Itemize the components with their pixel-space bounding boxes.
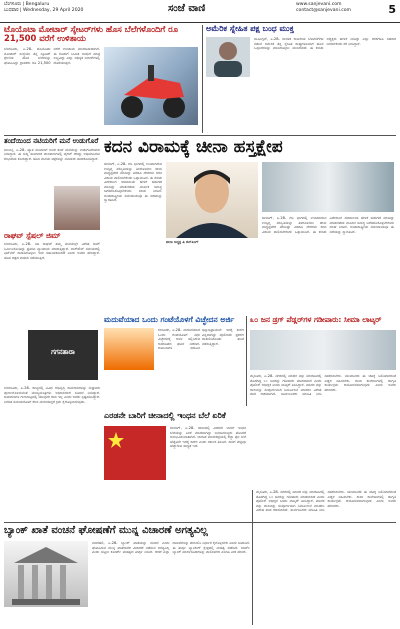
masthead-email[interactable]: contact@sanjevani.com — [296, 8, 351, 13]
masthead-date: ಬುಧವಾರ | Wednesday, 29 April 2020 — [4, 8, 84, 13]
scooter-icon — [104, 47, 198, 125]
lead-photo — [166, 162, 258, 238]
body-marriage: ಕಲಬುರಗಿ, ಏ.28- ಮದುವೆಯಾದ ಒಂದು ಗಂಟೆಯೊಳಗೆ ವಧು ವಿಚ್ಛೇದನಕ್ಕೆ ಅರ್ಜಿ ಸಲ್ಲಿಸಿರುವ ಅಪರೂಪದ ಘಟನೆ ನಡೆದಿದೆ. ಕುಟುಂಬಗಳ ನಡುವಿನ ಭಿನ್ನಾಭಿಪ್ರಾಯವೇ ಇದಕ್ಕೆ ಕಾರಣ ಎನ್ನಲಾಗಿದ್ದು ಪೊಲೀಸರು ಪ್ರಕರಣ ದಾಖಲಿಸಿಕೊಂಡು ತನಿಖೆ ನಡೆಸುತ್ತಿದ್ದಾರೆ. — [158, 328, 244, 350]
story-gift — [4, 138, 100, 230]
body-raghav: ಬೆಂಗಳೂರು, ಏ.28- ನಟ ರಾಘವ್ ತಮ್ಮ ಮನೆಯಲ್ಲೇ ವಿಶೇಷ ಜಿಮ್ ನಿರ್ಮಿಸಿಕೊಂಡಿದ್ದು ಪ್ರತಿದಿನ ವ್ಯಾಯಾಮ ಮಾಡುತ್ತಿದ್ದಾರೆ. ಲಾಕ್‌ಡೌನ್ ಸಮಯದಲ್ಲಿ ಫಿಟ್‌ನೆಸ್ ಕಾಪಾಡಿಕೊಳ್ಳಲು ಇದು ಸಹಾಯಕವಾಗಿದೆ ಎಂದು ಅವರು ಹೇಳಿದ್ದಾರೆ. ಹೊಸ ಚಿತ್ರದ ತಯಾರಿ ನಡೆಯುತ್ತಿದೆ. — [4, 242, 100, 260]
body-alliance: ವಾಷಿಂಗ್ಟನ್, ಏ.28- ಜಾಗತಿಕ ರಾಜಕೀಯ ಬೆಳವಣಿಗೆಗಳ ನಡುವೆ ಅಮೆರಿಕ ತನ್ನ ಸ್ನೇಹಿತ ರಾಷ್ಟ್ರಗಳೊಂದಿಗೆ ಹೊಸ ಒಪ್ಪಂದಗಳನ್ನು ಮಾಡಿಕೊಳ್ಳಲು ಮುಂದಾಗಿದೆ. ಈ ಕುರಿತು ಅಧ್ಯಕ್ಷರು ಹೇಳಿಕೆ ನೀಡಿದ್ದು ಎಲ್ಲಾ ದೇಶಗಳೂ ಸಹಕಾರ ನೀಡಬೇಕೆಂದು ಕರೆ ನೀಡಿದ್ದಾರೆ. — [254, 37, 396, 50]
body-china-fuel: ಬೀಜಿಂಗ್, ಏ.28- ಚೀನಾದಲ್ಲಿ ಎರಡನೇ ಬಾರಿಗೆ ಇಂಧನ ಬೆಲೆಯನ್ನು ಏರಿಕೆ ಮಾಡಲಾಗಿದ್ದು ಜನಸಾಮಾನ್ಯರು ತೊಂದರೆ ಅನುಭವಿಸುವಂತಾಗಿದೆ. ಜಾಗತಿಕ ಮಾರುಕಟ್ಟೆಯಲ್ಲಿ ಕಚ್ಚಾ ತೈಲ ಬೆಲೆ ಹೆಚ್ಚಳವೇ ಇದಕ್ಕೆ ಕಾರಣ ಎಂದು ಸರ್ಕಾರ ತಿಳಿಸಿದೆ. ಸಾರಿಗೆ ವೆಚ್ಚವೂ ಹೆಚ್ಚಾಗುವ ಸಾಧ್ಯತೆ ಇದೆ. — [170, 426, 246, 448]
divider — [4, 135, 396, 136]
poster-photo — [28, 330, 98, 380]
poster-text: ಗಗನತಾರಾ — [51, 348, 75, 356]
story-alliance — [206, 25, 396, 133]
body-deaths: ಮೈಸೂರು, ಏ.28- ನಗರದಲ್ಲಿ ಮಾದಕ ವಸ್ತು ಮಾರಾಟದಲ್ಲಿ ತೊಡಗಿದ್ದ ೩೦ ಜನರನ್ನು ಗಡೀಪಾರು ಮಾಡಲಾಗಿದೆ ಎಂದು ಪೊಲೀಸ್ ಅಧೀಕ್ಷಕಿ ಸೀಮಾ ಲಾಟ್ಕರ್ ತಿಳಿಸಿದ್ದಾರೆ. ಮಾದಕ ವಸ್ತು ಜಾಲವನ್ನು ಸಂಪೂರ್ಣವಾಗಿ ನಿರ್ಮೂಲನೆ ಮಾಡಲು ವಿಶೇಷ ತಂಡ ರಚಿಸಲಾಗಿದೆ. ಸಾರ್ವಜನಿಕರು ಮಾಹಿತಿ ನೀಡಿ ಸಹಕರಿಸಬೇಕು. ಯುವಜನರು ಈ ಚಟಕ್ಕೆ ಬಲಿಯಾಗದಂತೆ ಎಚ್ಚರ ವಹಿಸಬೇಕು. ಶಾಲಾ ಕಾಲೇಜುಗಳಲ್ಲಿ ಜಾಗೃತಿ ಕಾರ್ಯಕ್ರಮ ಆಯೋಜಿಸಲಾಗುವುದು ಎಂದು ಅವರು ಹೇಳಿದರು. — [250, 374, 396, 396]
person-icon — [206, 37, 250, 77]
kicker-gift: ತಂದೆಯಿಂದ ನಟಿಯರಿಗೆ ಮನೆ ಉಡುಗೊರೆ — [4, 138, 99, 145]
masthead-left — [4, 2, 83, 14]
story-marriage — [104, 316, 244, 412]
body-lead: ಬೀಜಿಂಗ್, ಏ.28- ಗಡಿ ಭಾಗದಲ್ಲಿ ಉಂಟಾಗಿರುವ ಉದ್ವಿಗ್ನ ಪರಿಸ್ಥಿತಿಯನ್ನು ತಿಳಿಗೊಳಿಸಲು ಚೀನಾ ಮಧ್ಯಪ್ರವೇಶ ಮಾಡಿದ್ದು ಎರಡೂ ದೇಶಗಳು ಕದನ ವಿರಾಮ ಪಾಲಿಸಬೇಕೆಂದು ಒತ್ತಾಯಿಸಿದೆ. ಈ ಕುರಿತು ವಿದೇಶಾಂಗ ಸಚಿವಾಲಯ ಹೇಳಿಕೆ ಬಿಡುಗಡೆ ಮಾಡಿದ್ದು ಮಾತುಕತೆಯ ಮೂಲಕ ಸಮಸ್ಯೆ ಬಗೆಹರಿಸಿಕೊಳ್ಳಬೇಕೆಂದು ಸಲಹೆ ನೀಡಿದೆ. ಅಂತಾರಾಷ್ಟ್ರೀಯ ಸಮುದಾಯವೂ ಈ ನಡೆಯನ್ನು ಸ್ವಾಗತಿಸಿದೆ. — [104, 162, 162, 202]
masthead-title: ಸಂಜೆ ವಾಣಿ — [168, 3, 206, 14]
headline-alliance: ಅಮೆರಿಕ ಸ್ನೇಹಿತ ಪಕ್ಷ ಬಂಧ ಮುಕ್ತ — [206, 25, 294, 33]
body-toyota: ಬೆಂಗಳೂರು, ಏ.28- ಟೊಯೊಟಾ ಮೋಟಾರ್ ಸಂಸ್ಥೆಯು ತನ್ನ ಸ್ಕೂಟರ್ ಶ್ರೇಣಿಯ ಹೊಸ ಬೆಲೆಗಳನ್ನು ಘೋಷಿಸಿದ್ದು ಗ್ರಾಹಕರು ರೂ 21,500 ವರೆಗೆ ಉಳಿತಾಯ ಮಾಡಬಹುದಾಗಿದೆ. ಈ ಕೊಡುಗೆ ಸೀಮಿತ ಅವಧಿಗೆ ಮಾತ್ರ ಲಭ್ಯವಿದ್ದು ಎಲ್ಲಾ ಅಧಿಕೃತ ಡೀಲರ್‌ಗಳಲ್ಲಿ ದೊರೆಯುತ್ತದೆ. — [4, 47, 100, 65]
body-lead-right: ಬೀಜಿಂಗ್, ಏ.28- ಗಡಿ ಭಾಗದಲ್ಲಿ ಉಂಟಾಗಿರುವ ಉದ್ವಿಗ್ನ ಪರಿಸ್ಥಿತಿಯನ್ನು ತಿಳಿಗೊಳಿಸಲು ಚೀನಾ ಮಧ್ಯಪ್ರವೇಶ ಮಾಡಿದ್ದು ಎರಡೂ ದೇಶಗಳು ಕದನ ವಿರಾಮ ಪಾಲಿಸಬೇಕೆಂದು ಒತ್ತಾಯಿಸಿದೆ. ಈ ಕುರಿತು ವಿದೇಶಾಂಗ ಸಚಿವಾಲಯ ಹೇಳಿಕೆ ಬಿಡುಗಡೆ ಮಾಡಿದ್ದು ಮಾತುಕತೆಯ ಮೂಲಕ ಸಮಸ್ಯೆ ಬಗೆಹರಿಸಿಕೊಳ್ಳಬೇಕೆಂದು ಸಲಹೆ ನೀಡಿದೆ. ಅಂತಾರಾಷ್ಟ್ರೀಯ ಸಮುದಾಯವೂ ಈ ನಡೆಯನ್ನು ಸ್ವಾಗತಿಸಿದೆ. — [262, 216, 394, 234]
china-flag-photo — [104, 426, 166, 480]
masthead — [0, 0, 400, 23]
body-bank: ನವದೆಹಲಿ, ಏ.28- ಬ್ಯಾಂಕ್ ಖಾತೆಯನ್ನು ವಂಚನೆ ಎಂದು ಘೋಷಿಸುವ ಮುನ್ನ ಖಾತೆದಾರರ ವಿಚಾರಣೆ ನಡೆಸುವ ಅಗತ್ಯವಿಲ್ಲ ಎಂದು ಸುಪ್ರೀಂ ಕೋರ್ಟ್ ಮಹತ್ವದ ತೀರ್ಪು ನೀಡಿದೆ. ಆದರೆ ಎಲ್ಲಾ ದಾಖಲೆಗಳನ್ನು ಪರಿಶೀಲಿಸಿ ನಿರ್ಧಾರ ಕೈಗೊಳ್ಳಬೇಕು ಎಂದು ಸೂಚಿಸಿದೆ. ಈ ತೀರ್ಪು ಬ್ಯಾಂಕಿಂಗ್ ಕ್ಷೇತ್ರದಲ್ಲಿ ಮಹತ್ವ ಪಡೆದಿದೆ. ರಿಸರ್ವ್ ಬ್ಯಾಂಕ್ ಮಾರ್ಗಸೂಚಿಗಳನ್ನು ಪಾಲಿಸಬೇಕು ಎಂದೂ ಪೀಠ ಹೇಳಿದೆ. — [92, 541, 250, 554]
body-lower-right: ಮೈಸೂರು, ಏ.28- ನಗರದಲ್ಲಿ ಮಾದಕ ವಸ್ತು ಮಾರಾಟದಲ್ಲಿ ತೊಡಗಿದ್ದ ೩೦ ಜನರನ್ನು ಗಡೀಪಾರು ಮಾಡಲಾಗಿದೆ ಎಂದು ಪೊಲೀಸ್ ಅಧೀಕ್ಷಕಿ ಸೀಮಾ ಲಾಟ್ಕರ್ ತಿಳಿಸಿದ್ದಾರೆ. ಮಾದಕ ವಸ್ತು ಜಾಲವನ್ನು ಸಂಪೂರ್ಣವಾಗಿ ನಿರ್ಮೂಲನೆ ಮಾಡಲು ವಿಶೇಷ ತಂಡ ರಚಿಸಲಾಗಿದೆ. ಸಾರ್ವಜನಿಕರು ಮಾಹಿತಿ ನೀಡಿ ಸಹಕರಿಸಬೇಕು. ಯುವಜನರು ಈ ಚಟಕ್ಕೆ ಬಲಿಯಾಗದಂತೆ ಎಚ್ಚರ ವಹಿಸಬೇಕು. ಶಾಲಾ ಕಾಲೇಜುಗಳಲ್ಲಿ ಜಾಗೃತಿ ಕಾರ್ಯಕ್ರಮ ಆಯೋಜಿಸಲಾಗುವುದು ಎಂದು ಅವರು ಹೇಳಿದರು. — [256, 490, 396, 512]
body-lower-left: ಬೆಂಗಳೂರು, ಏ.28- ರಾಜ್ಯದಲ್ಲಿ ವಿವಿಧ ಅಭಿವೃದ್ಧಿ ಕಾಮಗಾರಿಗಳನ್ನು ಶೀಘ್ರವಾಗಿ ಪೂರ್ಣಗೊಳಿಸುವಂತೆ ಮುಖ್ಯಮಂತ್ರಿಗಳು ಅಧಿಕಾರಿಗಳಿಗೆ ಸೂಚನೆ ನೀಡಿದ್ದಾರೆ. ಕಾಮಗಾರಿಗಳ ಗುಣಮಟ್ಟದಲ್ಲಿ ಯಾವುದೇ ರಾಜಿ ಇಲ್ಲ ಎಂದು ಅವರು ಸ್ಪಷ್ಟಪಡಿಸಿದ್ದಾರೆ. ನಿಗದಿತ ಸಮಯದೊಳಗೆ ಕೆಲಸ ಮುಗಿಸದಿದ್ದರೆ ಕ್ರಮ ಕೈಗೊಳ್ಳಲಾಗುವುದು. — [4, 386, 100, 404]
gift-photo — [54, 186, 100, 230]
headline-bank: ಬ್ಯಾಂಕ್ ಖಾತೆ ವಂಚನೆ ಘೋಷಣೆಗೆ ಮುನ್ನ ವಿಚಾರಣೆ ಅಗತ್ಯವಿಲ್ಲ — [4, 525, 208, 536]
story-bank — [4, 525, 250, 625]
story-deaths — [250, 316, 396, 486]
court-photo — [4, 541, 88, 607]
headline-china-fuel: ಎರಡನೇ ಬಾರಿಗೆ ಚೀನಾದಲ್ಲಿ ಇಂಧನ ಬೆಲೆ ಏರಿಕೆ — [104, 412, 226, 420]
story-china-fuel — [104, 412, 246, 520]
page-number: 5 — [388, 3, 396, 16]
headline-lead: ಕದನ ವಿರಾಮಕ್ಕೆ ಚೀನಾ ಹಸ್ತಕ್ಷೇಪ — [104, 138, 283, 157]
headline-toyota: ಟೊಯೊಟಾ ಮೋಟಾರ್ ಸ್ಕೇಟರ್‌ಗಳು ಹೊಸ ಬೆಲೆಗಳೊಂದಿಗೆ ರೂ 21,500 ವರೆಗೆ ಉಳಿತಾಯ — [4, 25, 178, 44]
meeting-photo — [262, 162, 394, 212]
headline-deaths: ೩೦ ಜನ ಡ್ರಗ್ ಪೆಡ್ಲರ್‌ಗಳ ಗಡೀಪಾರು: ಸೀಮಾ ಲಾಟ್ಕರ್ — [250, 316, 382, 324]
masthead-city: ಬೆಂಗಳೂರು | Bengaluru — [4, 2, 50, 7]
divider — [246, 316, 247, 406]
scooter-photo — [104, 47, 198, 125]
wedding-photo — [104, 328, 154, 370]
story-lead — [104, 138, 396, 314]
press-meet-photo — [250, 330, 396, 370]
headline-marriage: ಮದುವೆಯಾದ ಒಂದು ಗಂಟೆಯೊಳಗೆ ವಿಚ್ಛೇದನ ಅರ್ಜಿ — [104, 316, 235, 324]
caption-lead: ಚೀನಾ ಅಧ್ಯಕ್ಷ ಷಿ ಜಿನ್‌ಪಿಂಗ್ — [166, 240, 199, 244]
story-toyota — [4, 25, 200, 133]
story-raghav — [4, 232, 100, 382]
masthead-right — [296, 2, 351, 14]
body-gift: ಮುಂಬೈ, ಏ.28- ಖ್ಯಾತ ನಟಿಯರಿಗೆ ಅವರ ತಂದೆ ಮನೆಯನ್ನು ಉಡುಗೊರೆಯಾಗಿ ನೀಡಿದ್ದಾರೆ. ಈ ಸುದ್ದಿ ಸಾಮಾಜಿಕ ಜಾಲತಾಣಗಳಲ್ಲಿ ವೈರಲ್ ಆಗಿದ್ದು ಅಭಿಮಾನಿಗಳು ಶುಭಾಶಯ ಕೋರಿದ್ದಾರೆ. ಹೊಸ ಮನೆಯ ಚಿತ್ರಗಳನ್ನು ನಟಿಯರು ಹಂಚಿಕೊಂಡಿದ್ದಾರೆ. — [4, 147, 100, 161]
leader-portrait-icon — [166, 162, 258, 238]
divider — [252, 490, 253, 625]
headline-raghav: ರಾಘವ್ ಸ್ಪೆಷಲ್ ಜಿಮ್ — [4, 232, 61, 240]
story-lower-left — [4, 386, 100, 518]
flag-star-icon — [104, 426, 166, 480]
masthead-website[interactable]: www.sanjevani.com — [296, 2, 342, 7]
court-building-icon — [4, 541, 88, 607]
story-lower-right — [256, 490, 396, 625]
leader-photo — [206, 37, 250, 77]
divider — [202, 25, 203, 133]
